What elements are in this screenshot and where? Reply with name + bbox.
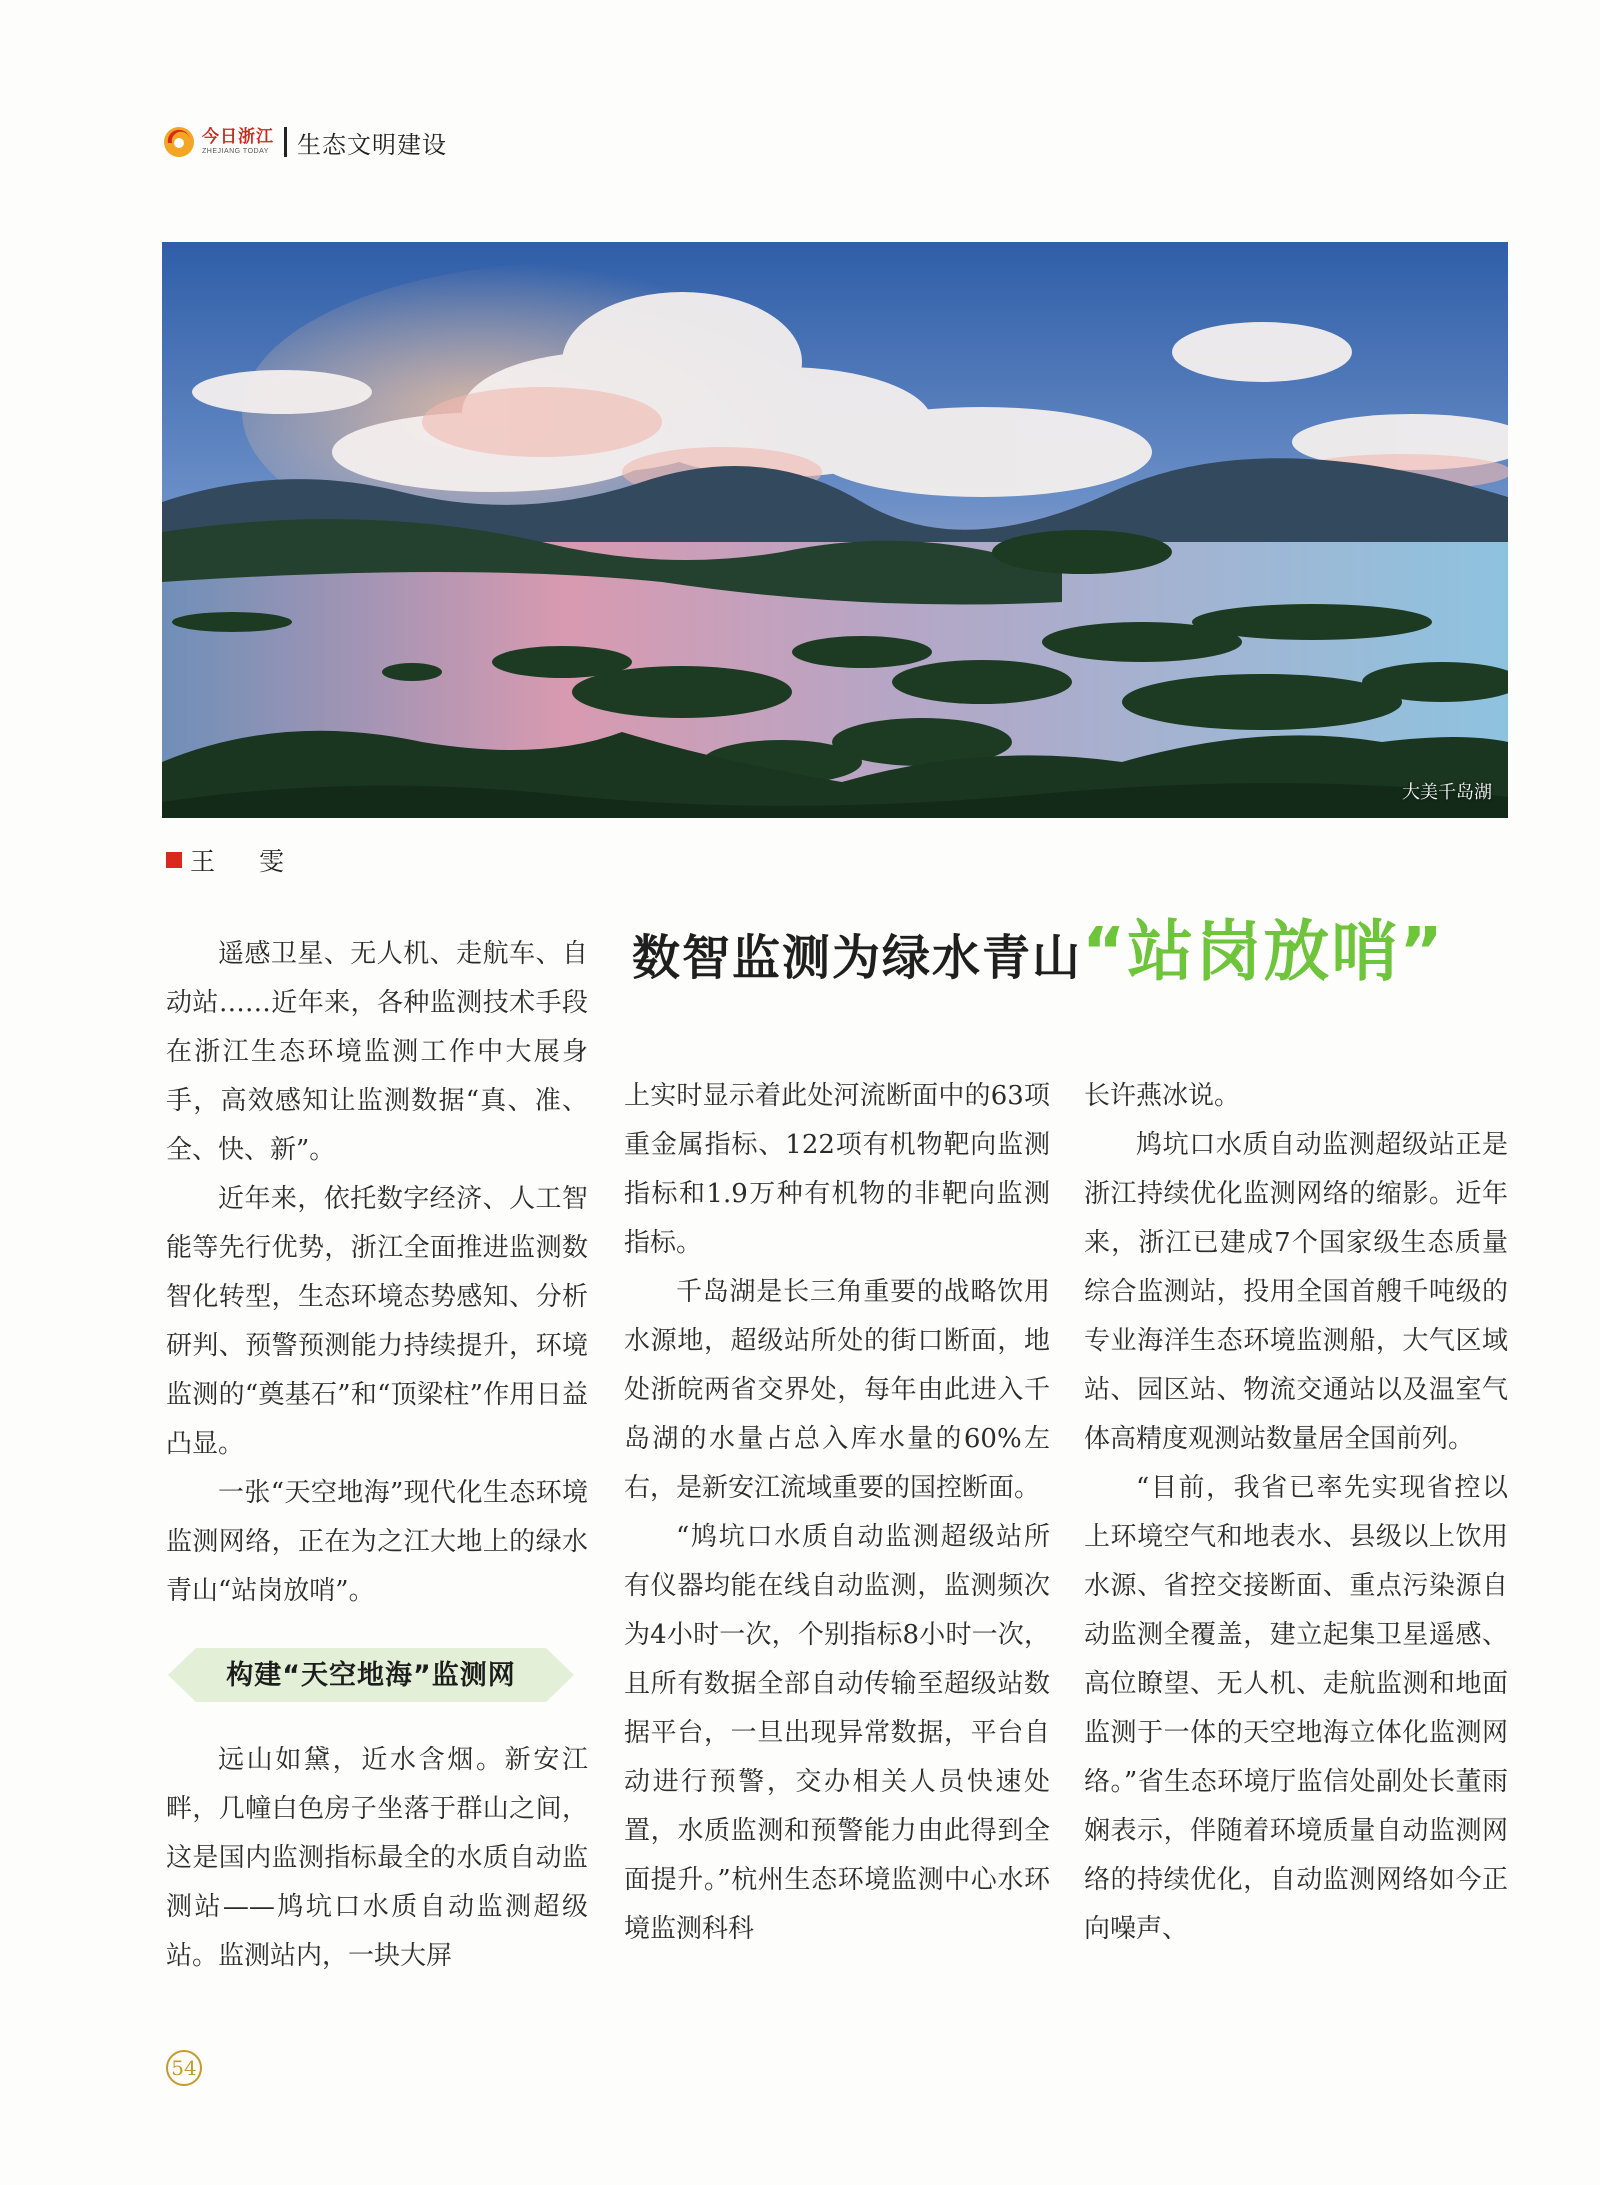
paragraph: “目前，我省已率先实现省控以上环境空气和地表水、县级以上饮用水源、省控交接断面、重点污染源自动监测全覆盖，建立起集卫星遥感、高位瞭望、无人机、走航监测和地面监测于一体的天空地海立体化监测网络。”省生态环境厅监信处副处长董雨娴表示，伴随着环境质量自动监测网络的持续优化，自动监测网络如今正向噪声、	[1084, 1473, 1508, 1944]
logo-subtext: ZHEJIANG TODAY	[202, 148, 269, 155]
page-header	[162, 122, 447, 162]
byline-marker	[166, 852, 182, 868]
subheading	[166, 1644, 576, 1706]
page-number: 54	[166, 2050, 202, 2086]
title-main: 数智监测为绿水青山	[632, 930, 1083, 986]
subheading-text: 构建“天空地海”监测网	[226, 1659, 516, 1691]
paragraph: 远山如黛，近水含烟。新安江畔，几幢白色房子坐落于群山之间，这是国内监测指标最全的水质自动监测站——鸠坑口水质自动监测超级站。监测站内，一块大屏	[166, 1745, 588, 1971]
paragraph: 遥感卫星、无人机、走航车、自动站……近年来，各种监测技术手段在浙江生态环境监测工作中大展身手，高效感知让监测数据“真、准、全、快、新”。	[166, 939, 588, 1165]
paragraph: 长许燕冰说。	[1084, 1081, 1241, 1111]
paragraph: 近年来，依托数字经济、人工智能等先行优势，浙江全面推进监测数智化转型，生态环境态势感知、分析研判、预警预测能力持续提升，环境监测的“奠基石”和“顶梁柱”作用日益凸显。	[166, 1184, 588, 1459]
column-2	[624, 1072, 1050, 1954]
article-title	[632, 898, 1512, 990]
lake-photo	[162, 242, 1508, 818]
logo-swirl-icon	[162, 125, 196, 159]
logo-text: 今日浙江	[202, 127, 274, 147]
paragraph: 上实时显示着此处河流断面中的63项重金属指标、122项有机物靶向监测指标和1.9万种有机物的非靶向监测指标。	[624, 1081, 1050, 1258]
column-1	[166, 930, 588, 1981]
section-title: 生态文明建设	[297, 130, 447, 159]
magazine-logo	[162, 125, 274, 159]
header-divider	[284, 127, 287, 157]
column-3	[1084, 1072, 1508, 1954]
paragraph: 千岛湖是长三角重要的战略饮用水源地，超级站所处的街口断面，地处浙皖两省交界处，每年由此进入千岛湖的水量占总入库水量的60%左右，是新安江流域重要的国控断面。	[624, 1277, 1050, 1503]
photo-caption: 大美千岛湖	[1402, 782, 1492, 803]
title-accent: “站岗放哨”	[1082, 913, 1445, 990]
paragraph: 鸠坑口水质自动监测超级站正是浙江持续优化监测网络的缩影。近年来，浙江已建成7个国家级生态质量综合监测站，投用全国首艘千吨级的专业海洋生态环境监测船，大气区域站、园区站、物流交通站以及温室气体高精度观测站数量居全国前列。	[1084, 1130, 1508, 1454]
byline	[166, 842, 302, 878]
paragraph: “鸠坑口水质自动监测超级站所有仪器均能在线自动监测，监测频次为4小时一次，个别指标8小时一次，且所有数据全部自动传输至超级站数据平台，一旦出现异常数据，平台自动进行预警，交办相关人员快速处置，水质监测和预警能力由此得到全面提升。”杭州生态环境监测中心水环境监测科科	[624, 1522, 1050, 1944]
qiandao-lake-illustration	[162, 242, 1508, 818]
author-name: 王 雯	[190, 847, 302, 876]
paragraph: 一张“天空地海”现代化生态环境监测网络，正在为之江大地上的绿水青山“站岗放哨”。	[166, 1478, 588, 1606]
